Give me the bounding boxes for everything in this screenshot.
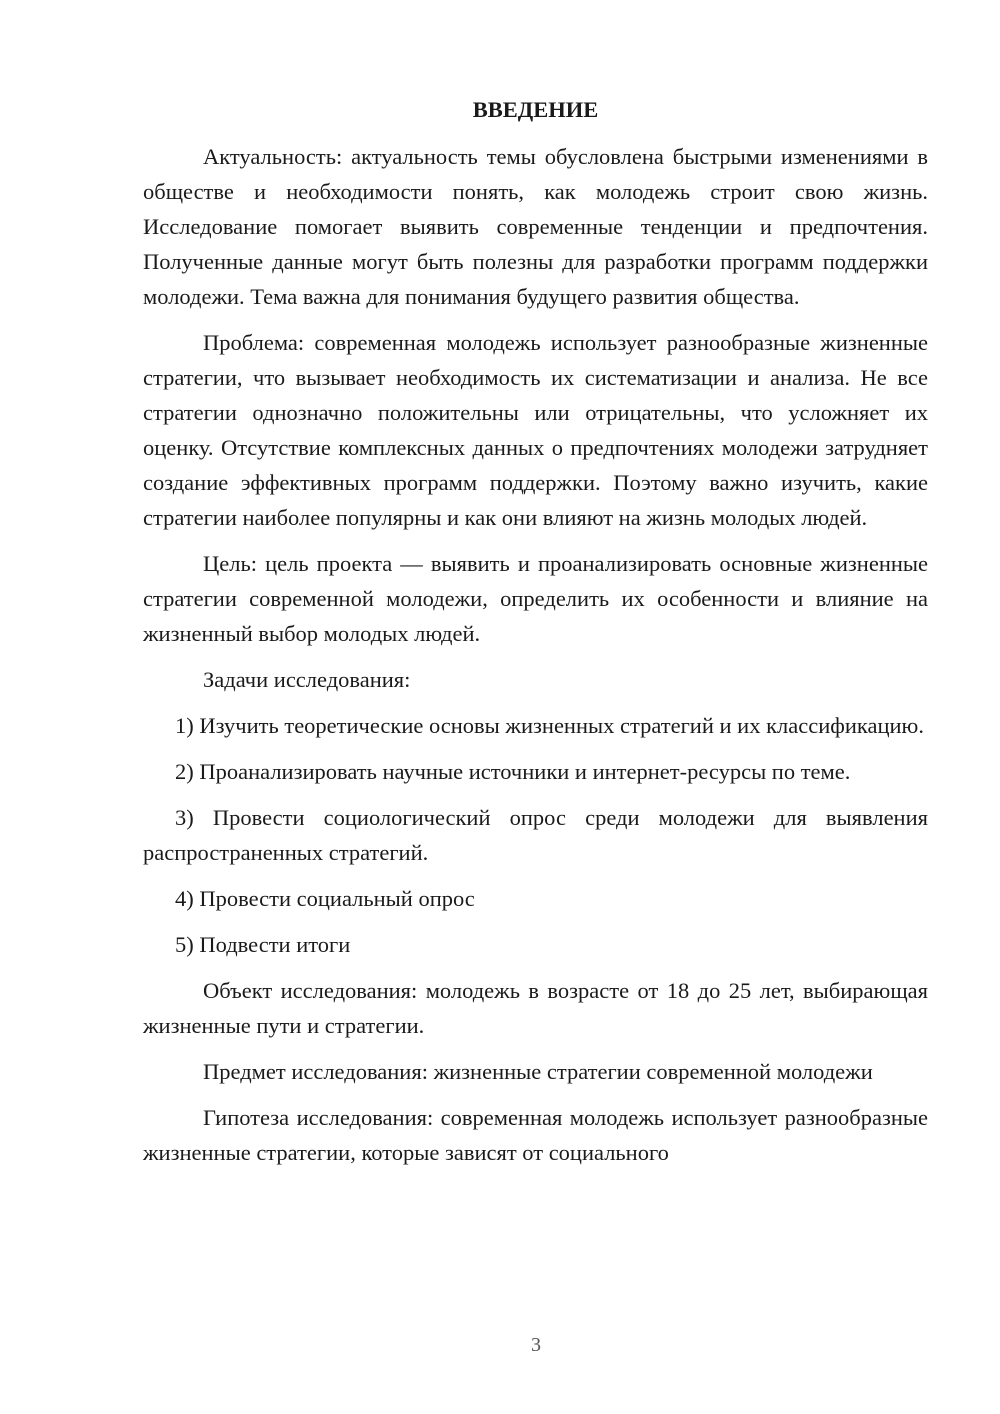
document-page xyxy=(143,92,928,1181)
subject-paragraph: Предмет исследования: жизненные стратегии современной молодежи xyxy=(203,1059,873,1084)
task-item-4: 4) Провести социальный опрос xyxy=(175,886,475,911)
hypothesis-paragraph: Гипотеза исследования: современная молодежь использует разнообразные жизненные стратегии, которые зависят от социального xyxy=(143,1105,928,1165)
task-item-2: 2) Проанализировать научные источники и интернет-ресурсы по теме. xyxy=(175,759,851,784)
object-paragraph: Объект исследования: молодежь в возрасте от 18 до 25 лет, выбирающая жизненные пути и стратегии. xyxy=(143,978,928,1038)
task-item-1: 1) Изучить теоретические основы жизненных стратегий и их классификацию. xyxy=(175,713,924,738)
relevance-paragraph: Актуальность: актуальность темы обусловлена быстрыми изменениями в обществе и необходимости понять, как молодежь строит свою жизнь. Исследование помогает выявить современные тенденции и предпочтения. Полученные данные могут быть полезны для разработки программ поддержки молодежи. Тема важна для понимания будущего развития общества. xyxy=(143,144,928,309)
problem-paragraph: Проблема: современная молодежь использует разнообразные жизненные стратегии, что вызывает необходимость их систематизации и анализа. Не все стратегии однозначно положительны или отрицательны, что усложняет их оценку. Отсутствие комплексных данных о предпочтениях молодежи затрудняет создание эффективных программ поддержки. Поэтому важно изучить, какие стратегии наиболее популярны и как они влияют на жизнь молодых людей. xyxy=(143,330,928,530)
task-item-3: 3) Провести социологический опрос среди молодежи для выявления распространенных стратегий. xyxy=(143,805,928,865)
page-number: 3 xyxy=(531,1334,541,1356)
tasks-heading: Задачи исследования: xyxy=(203,667,411,692)
goal-paragraph: Цель: цель проекта — выявить и проанализировать основные жизненные стратегии современной молодежи, определить их особенности и влияние на жизненный выбор молодых людей. xyxy=(143,551,928,646)
section-heading: ВВЕДЕНИЕ xyxy=(472,97,599,122)
task-item-5: 5) Подвести итоги xyxy=(175,932,351,957)
